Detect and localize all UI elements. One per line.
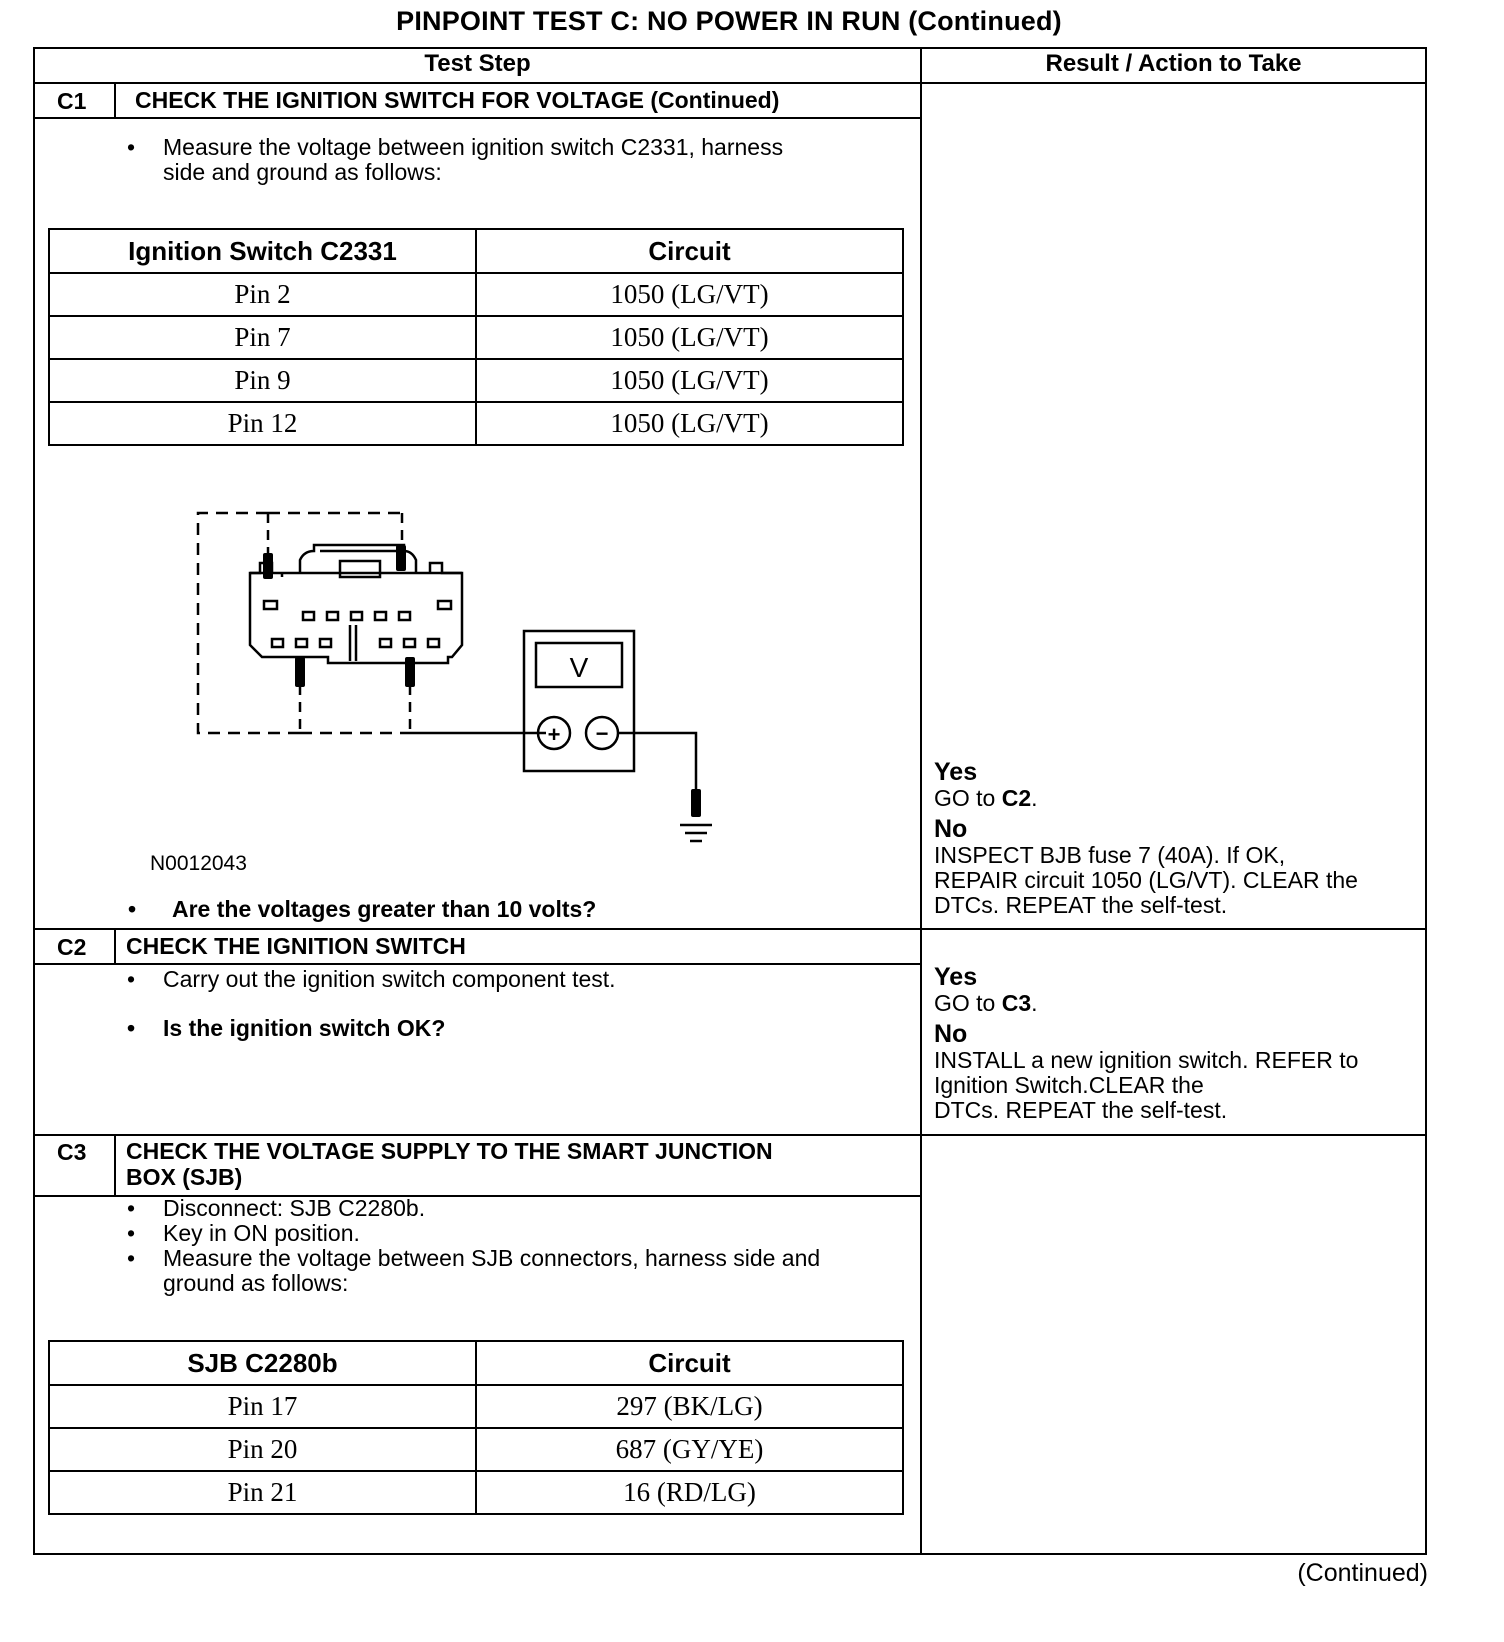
step-title-c2: CHECK THE IGNITION SWITCH — [126, 933, 466, 959]
step-id-c3: C3 — [57, 1139, 87, 1165]
yes-action: GO to C2. — [934, 785, 1038, 811]
pin-cell: Pin 2 — [49, 273, 476, 316]
c1-id-divider — [114, 82, 116, 118]
c2-id-divider — [114, 928, 116, 964]
table-row — [49, 316, 903, 359]
pin-cell: Pin 20 — [49, 1428, 476, 1471]
col-header-circuit: Circuit — [476, 229, 903, 273]
plus-sign: + — [547, 722, 561, 747]
circuit-cell: 1050 (LG/VT) — [476, 359, 903, 402]
step-title-c1: CHECK THE IGNITION SWITCH FOR VOLTAGE (Continued) — [135, 87, 780, 113]
header-divider — [33, 82, 1427, 84]
circuit-cell: 16 (RD/LG) — [476, 1471, 903, 1514]
ignition-switch-pin-table — [48, 228, 904, 446]
minus-sign: − — [595, 721, 609, 746]
no-action: INSTALL a new ignition switch. REFER to Ignition Switch.CLEAR the DTCs. REPEAT the self-test. — [934, 1047, 1359, 1123]
yes-label: Yes — [934, 963, 978, 991]
col-header-connector: Ignition Switch C2331 — [49, 229, 476, 273]
header-test-step: Test Step — [424, 50, 531, 77]
c1-bullet-measure: • Measure the voltage between ignition switch C2331, harness side and ground as follows: — [127, 134, 784, 185]
pin-cell: Pin 21 — [49, 1471, 476, 1514]
bullet-icon: • — [127, 1015, 136, 1041]
no-action: INSPECT BJB fuse 7 (40A). If OK, REPAIR circuit 1050 (LG/VT). CLEAR the DTCs. REPEAT the self-test. — [934, 842, 1358, 918]
c3-bullet-disconnect: • Disconnect: SJB C2280b. — [127, 1195, 426, 1221]
column-divider — [920, 47, 922, 1555]
pin-cell: Pin 12 — [49, 402, 476, 445]
circuit-cell: 297 (BK/LG) — [476, 1385, 903, 1428]
c2-c3-divider — [33, 1134, 1427, 1136]
bullet-icon: • — [127, 966, 136, 992]
table-row — [49, 273, 903, 316]
no-label: No — [934, 1020, 968, 1048]
col-header-circuit: Circuit — [476, 1341, 903, 1385]
pin-cell: Pin 17 — [49, 1385, 476, 1428]
bullet-icon: • — [127, 1220, 136, 1246]
table-row — [49, 1428, 903, 1471]
figure-id: N0012043 — [150, 852, 247, 875]
table-header-row — [49, 1341, 903, 1385]
bullet-icon: • — [127, 134, 136, 160]
c2-bullet-test: • Carry out the ignition switch component test. — [127, 966, 616, 992]
meter-label: V — [569, 652, 589, 683]
yes-action: GO to C3. — [934, 990, 1038, 1016]
circuit-cell: 1050 (LG/VT) — [476, 316, 903, 359]
step-id-c1: C1 — [57, 88, 87, 114]
col-header-connector: SJB C2280b — [49, 1341, 476, 1385]
c2-question: • Is the ignition switch OK? — [127, 1015, 446, 1041]
table-row — [49, 359, 903, 402]
probe-icon — [263, 553, 273, 579]
voltmeter-diagram — [190, 505, 750, 865]
bullet-icon: • — [127, 1195, 136, 1221]
no-label: No — [934, 815, 968, 843]
continued-footer: (Continued) — [1297, 1559, 1428, 1587]
c3-bullet-measure: • Measure the voltage between SJB connectors, harness side and ground as follows: — [127, 1245, 821, 1296]
c3-bullet-key: • Key in ON position. — [127, 1220, 360, 1246]
c2-title-divider — [33, 963, 921, 965]
header-result-action: Result / Action to Take — [1045, 50, 1302, 77]
bullet-icon: • — [127, 1245, 136, 1271]
table-row — [49, 1471, 903, 1514]
circuit-cell: 1050 (LG/VT) — [476, 273, 903, 316]
step-id-c2: C2 — [57, 934, 87, 960]
pin-cell: Pin 9 — [49, 359, 476, 402]
sjb-pin-table — [48, 1340, 904, 1515]
yes-label: Yes — [934, 758, 978, 786]
table-row — [49, 402, 903, 445]
c2-result — [934, 963, 1358, 1123]
c1-c2-divider — [33, 928, 1427, 930]
bullet-icon: • — [128, 896, 137, 922]
c3-id-divider — [114, 1134, 116, 1196]
c1-result — [934, 758, 1358, 918]
step-title-c3: CHECK THE VOLTAGE SUPPLY TO THE SMART JUNCTION BOX (SJB) — [126, 1138, 773, 1190]
circuit-cell: 687 (GY/YE) — [476, 1428, 903, 1471]
table-row — [49, 1385, 903, 1428]
table-header-row — [49, 229, 903, 273]
pin-cell: Pin 7 — [49, 316, 476, 359]
c1-title-divider — [33, 117, 921, 119]
circuit-cell: 1050 (LG/VT) — [476, 402, 903, 445]
page-title: PINPOINT TEST C: NO POWER IN RUN (Continued) — [396, 6, 1062, 36]
c1-question: • Are the voltages greater than 10 volts? — [128, 896, 597, 922]
